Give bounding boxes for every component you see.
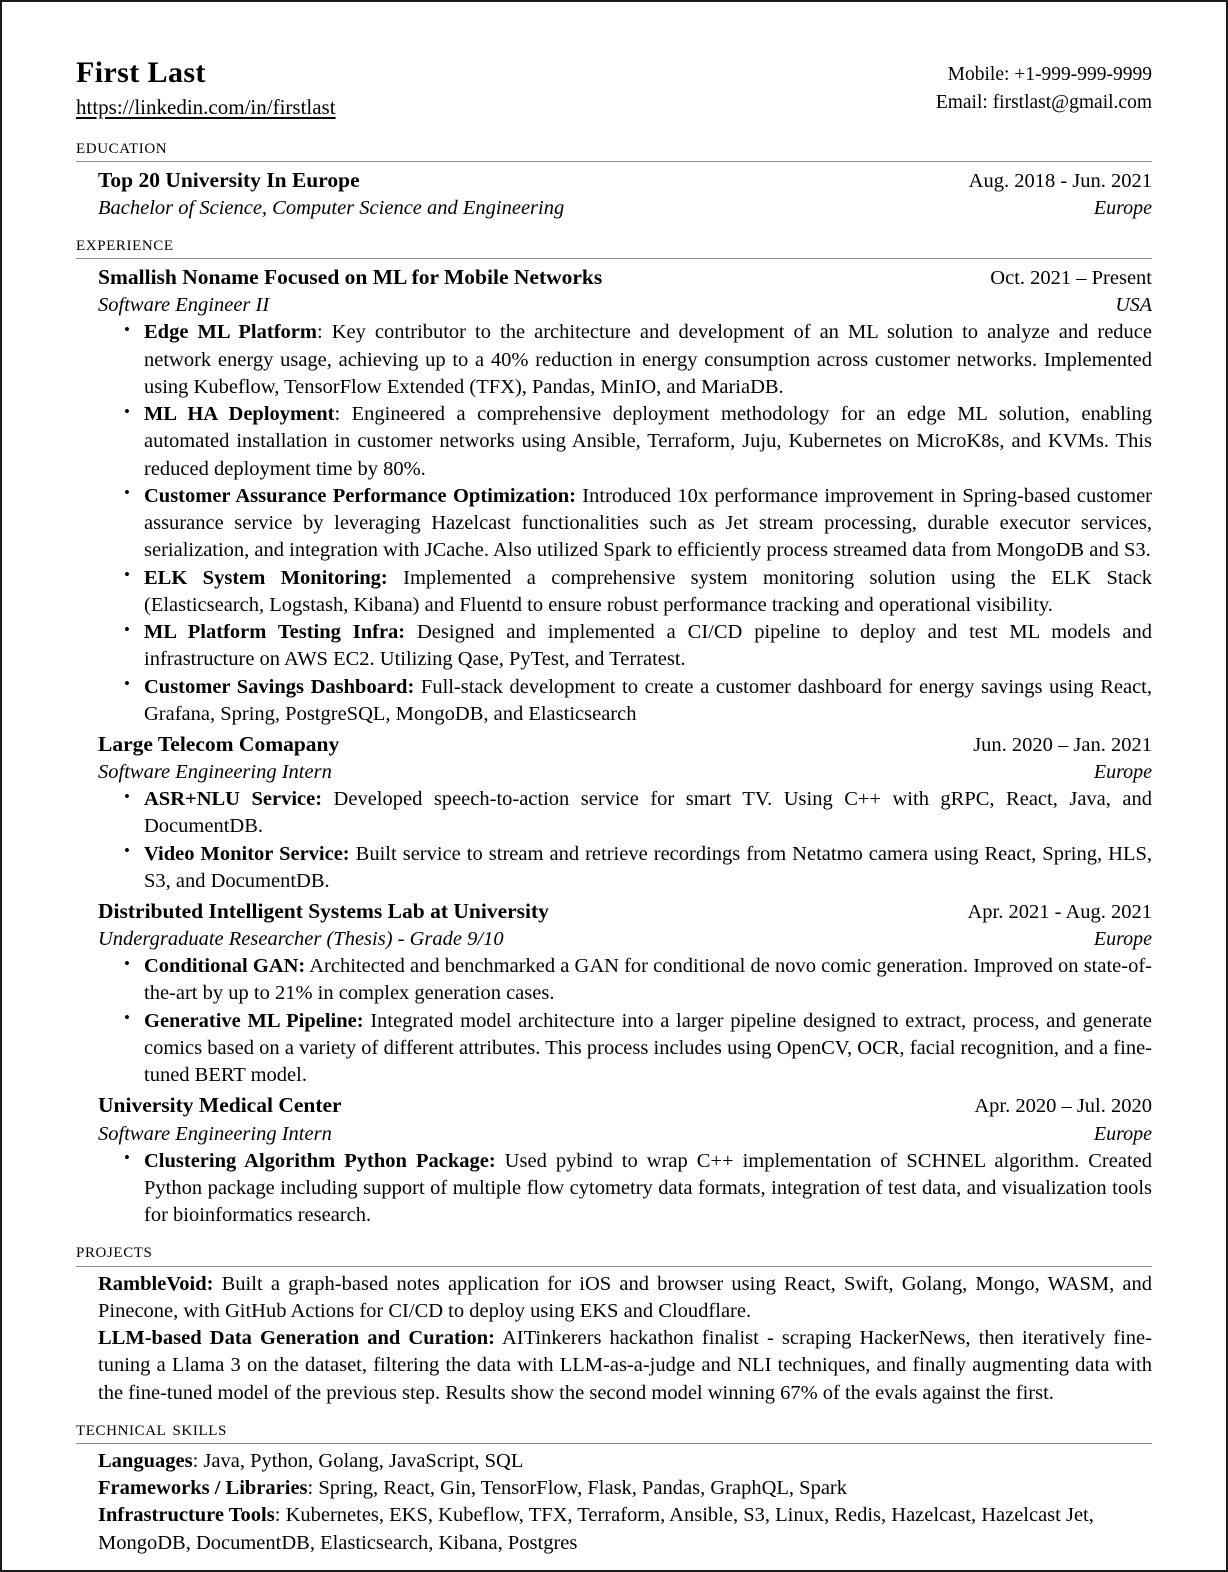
experience-entry bbox=[76, 1091, 1152, 1229]
bullet-item bbox=[122, 953, 1152, 1008]
bullet-text: Key contributor to the architecture and development of an ML solution to analyze and reduce network energy usage, achieving up to a 40% reduction in energy consumption across customer networks. Implemented using Kubeflow, TensorFlow Extended (TFX), Pandas, MinIO, and MariaDB. bbox=[144, 321, 1152, 398]
section-rule bbox=[76, 1266, 1152, 1267]
section-skills bbox=[76, 1416, 1152, 1557]
bullet-item bbox=[122, 841, 1152, 896]
bullet-text: Implemented a comprehensive system monitoring solution using the ELK Stack (Elasticsearch, Logstash, Kibana) and Fluentd to ensure robust performance tracking and operational visibility. bbox=[144, 566, 1153, 616]
bullet-label: Customer Savings Dashboard: bbox=[144, 675, 415, 698]
bullet-text: Developed speech-to-action service for smart TV. Using C++ with gRPC, React, Java, and DocumentDB. bbox=[144, 788, 1152, 838]
bullet-separator: : bbox=[334, 403, 341, 426]
company-name: University Medical Center bbox=[98, 1093, 342, 1118]
skills-list bbox=[76, 1448, 1152, 1557]
education-entry bbox=[76, 166, 1152, 222]
bullet-item bbox=[122, 786, 1152, 841]
bullet-text: Engineered a comprehensive deployment methodology for an edge ML solution, enabling automated installation in customer networks using Ansible, Terraform, Juju, Kubernetes on MicroK8s, and KVMs. This reduced deployment time by 80%. bbox=[144, 403, 1152, 480]
bullet-label: Customer Assurance Performance Optimization: bbox=[144, 484, 576, 507]
section-experience bbox=[76, 231, 1152, 1229]
skill-line bbox=[76, 1502, 1152, 1557]
job-location: USA bbox=[1115, 294, 1152, 317]
skill-text: Java, Python, Golang, JavaScript, SQL bbox=[203, 1449, 524, 1472]
company-date: Jun. 2020 – Jan. 2021 bbox=[973, 734, 1152, 757]
bullet-label: Generative ML Pipeline: bbox=[144, 1009, 364, 1032]
section-education bbox=[76, 134, 1152, 222]
bullet-text: Used pybind to wrap C++ implementation of SCHNEL algorithm. Created Python package including support of multiple flow cytometry data formats, integration of test data, and visualization tools for bioinformatics research. bbox=[144, 1149, 1152, 1227]
job-role: Software Engineering Intern bbox=[98, 761, 332, 784]
bullet-text: Introduced 10x performance improvement in Spring-based customer assurance service by leveraging Hazelcast functionalities such as Jet stream processing, durable executor services, serialization, and integration with JCache. Also utilized Spark to efficiently process streamed data from MongoDB and S3. bbox=[144, 484, 1152, 562]
project-item bbox=[76, 1271, 1152, 1326]
entry-header-row bbox=[76, 166, 1152, 195]
resume-header bbox=[76, 54, 1152, 125]
job-location: Europe bbox=[1093, 761, 1152, 784]
company-name: Distributed Intelligent Systems Lab at University bbox=[98, 899, 549, 924]
section-heading-projects: projects bbox=[76, 1237, 153, 1263]
bullet-list bbox=[76, 786, 1152, 895]
entry-header-row bbox=[76, 730, 1152, 759]
skill-label: Infrastructure Tools bbox=[98, 1504, 275, 1527]
skill-separator: : bbox=[307, 1477, 319, 1500]
email-text: Email: firstlast@gmail.com bbox=[935, 92, 1152, 114]
company-name: Smallish Noname Focused on ML for Mobile Networks bbox=[98, 265, 603, 290]
bullet-list bbox=[76, 953, 1152, 1089]
bullet-label: Clustering Algorithm Python Package: bbox=[144, 1149, 496, 1172]
section-rule bbox=[76, 258, 1152, 259]
bullet-item bbox=[122, 319, 1152, 401]
mobile-text: Mobile: +1-999-999-9999 bbox=[947, 64, 1152, 85]
company-name: Large Telecom Comapany bbox=[98, 732, 340, 757]
entry-sub-row bbox=[76, 759, 1152, 786]
skill-text: Spring, React, Gin, TensorFlow, Flask, Pandas, GraphQL, Spark bbox=[318, 1477, 848, 1500]
project-label: RambleVoid: bbox=[98, 1272, 214, 1295]
project-text: AITinkerers hackathon finalist - scraping HackerNews, then iteratively fine-tuning a Llama 3 on the dataset, filtering the data with LLM-as-a-judge and NLI techniques, and finally augmenting data with the fine-tuned model of the previous step. Results show the second model winning 67% of the evals against the first. bbox=[98, 1327, 1152, 1404]
bullet-label: ML HA Deployment bbox=[144, 403, 335, 426]
school-date: Aug. 2018 - Jun. 2021 bbox=[968, 169, 1152, 192]
project-text: Built a graph-based notes application for iOS and browser using React, Swift, Golang, Mongo, WASM, and Pinecone, with GitHub Actions for CI/CD to deploy using EKS and Cloudflare. bbox=[98, 1272, 1152, 1322]
bullet-item bbox=[122, 619, 1152, 674]
skill-line bbox=[76, 1448, 1152, 1475]
entry-header-row bbox=[76, 897, 1152, 926]
job-role: Software Engineering Intern bbox=[98, 1122, 332, 1145]
entry-header-row bbox=[76, 263, 1152, 292]
entry-sub-row bbox=[76, 1121, 1152, 1148]
entry-sub-row bbox=[76, 195, 1152, 222]
section-projects bbox=[76, 1238, 1152, 1406]
bullet-label: ASR+NLU Service: bbox=[144, 788, 323, 811]
school-name: Top 20 University In Europe bbox=[98, 167, 360, 192]
bullet-item bbox=[122, 565, 1152, 620]
bullet-item bbox=[122, 674, 1152, 729]
bullet-text: Built service to stream and retrieve recordings from Netatmo camera using React, Spring, HLS, S3, and DocumentDB. bbox=[144, 842, 1152, 892]
bullet-text: Integrated model architecture into a larger pipeline designed to extract, process, and generate comics based on a variety of different attributes. This process includes using OpenCV, OCR, facial recognition, and a fine-tuned BERT model. bbox=[144, 1009, 1153, 1087]
bullet-list bbox=[76, 319, 1152, 728]
company-date: Apr. 2021 - Aug. 2021 bbox=[967, 901, 1152, 924]
bullet-item bbox=[122, 483, 1152, 565]
bullet-label: Conditional GAN: bbox=[144, 955, 306, 978]
skill-separator: : bbox=[192, 1449, 204, 1472]
bullet-item bbox=[122, 401, 1152, 483]
skill-label: Languages bbox=[98, 1449, 193, 1472]
bullet-label: Video Monitor Service: bbox=[144, 842, 350, 865]
section-heading-education: education bbox=[76, 132, 168, 158]
bullet-text: Full-stack development to create a customer dashboard for energy savings using React, Grafana, Spring, PostgreSQL, MongoDB, and Elasticsearch bbox=[144, 675, 1152, 725]
job-location: Europe bbox=[1093, 1122, 1152, 1145]
skill-text: Kubernetes, EKS, Kubeflow, TFX, Terraform, Ansible, S3, Linux, Redis, Hazelcast, Hazelcast Jet, MongoDB, DocumentDB, Elasticsearch, Kibana, Postgres bbox=[98, 1504, 1094, 1554]
header-identity bbox=[76, 54, 336, 119]
bullet-item bbox=[122, 1148, 1152, 1230]
entry-sub-row bbox=[76, 292, 1152, 319]
header-contact bbox=[936, 54, 1152, 118]
company-date: Apr. 2020 – Jul. 2020 bbox=[974, 1095, 1152, 1118]
experience-list bbox=[76, 263, 1152, 1229]
bullet-list bbox=[76, 1148, 1152, 1230]
section-heading-experience: experience bbox=[76, 230, 174, 256]
bullet-text: Architected and benchmarked a GAN for conditional de novo comic generation. Improved on state-of-the-art by up to 21% in complex generation cases. bbox=[144, 955, 1152, 1005]
entry-sub-row bbox=[76, 926, 1152, 953]
company-date: Oct. 2021 – Present bbox=[990, 267, 1152, 290]
bullet-separator: : bbox=[316, 321, 323, 344]
experience-entry bbox=[76, 730, 1152, 895]
project-label: LLM-based Data Generation and Curation: bbox=[98, 1327, 495, 1350]
bullet-item bbox=[122, 1008, 1152, 1090]
experience-entry bbox=[76, 897, 1152, 1089]
page-title: First Last bbox=[76, 56, 206, 89]
resume-sheet bbox=[2, 2, 1226, 1557]
project-item bbox=[76, 1325, 1152, 1407]
job-role: Undergraduate Researcher (Thesis) - Grade 9/10 bbox=[98, 928, 504, 951]
degree-name: Bachelor of Science, Computer Science and Engineering bbox=[98, 196, 565, 219]
skill-separator: : bbox=[274, 1504, 286, 1527]
bullet-text: Designed and implemented a CI/CD pipeline to deploy and test ML models and infrastructure on AWS EC2. Utilizing Qase, PyTest, and Terratest. bbox=[144, 621, 1152, 671]
bullet-label: ELK System Monitoring: bbox=[144, 566, 388, 589]
linkedin-link[interactable]: https://linkedin.com/in/firstlast bbox=[76, 94, 336, 119]
section-heading-skills: technical skills bbox=[76, 1414, 227, 1440]
section-rule bbox=[76, 161, 1152, 162]
experience-entry bbox=[76, 263, 1152, 728]
section-rule bbox=[76, 1443, 1152, 1444]
school-location: Europe bbox=[1093, 196, 1152, 219]
job-location: Europe bbox=[1093, 928, 1152, 951]
skill-label: Frameworks / Libraries bbox=[98, 1477, 308, 1500]
bullet-label: ML Platform Testing Infra: bbox=[144, 621, 406, 644]
bullet-label: Edge ML Platform bbox=[144, 321, 317, 344]
skill-line bbox=[76, 1475, 1152, 1502]
projects-list bbox=[76, 1271, 1152, 1407]
job-role: Software Engineer II bbox=[98, 294, 270, 317]
entry-header-row bbox=[76, 1091, 1152, 1120]
